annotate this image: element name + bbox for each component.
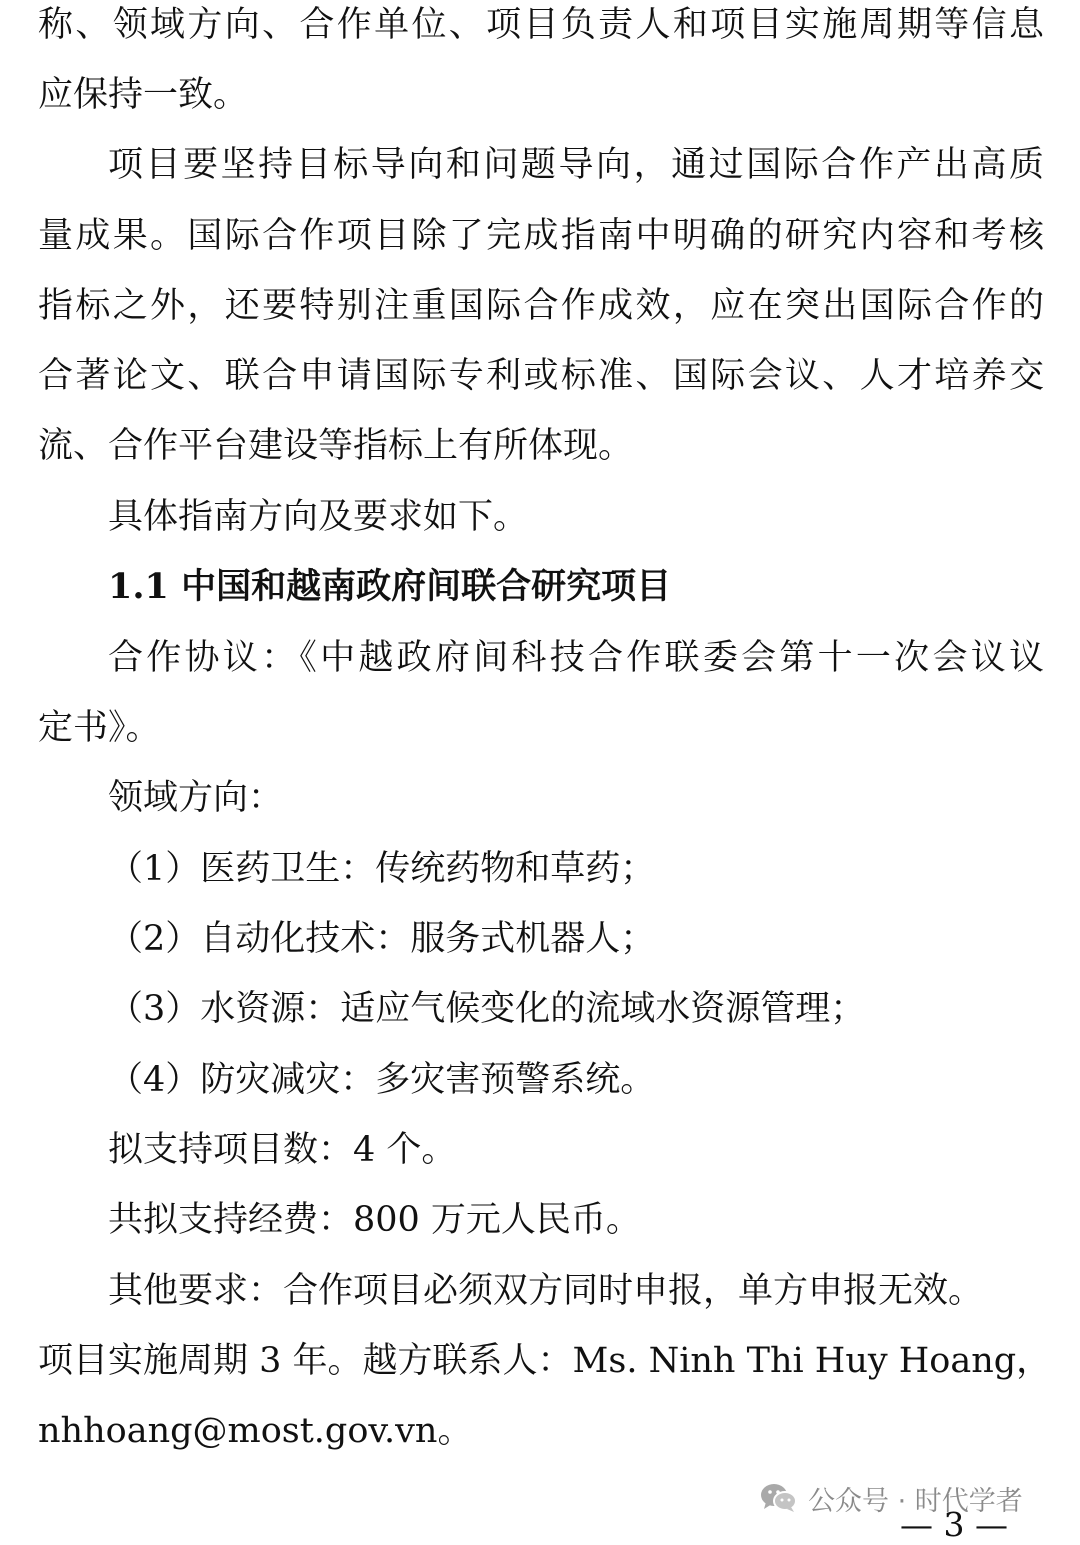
body-text-line: 具体指南方向及要求如下。 bbox=[108, 497, 529, 537]
list-item: （2）自动化技术：服务式机器人； bbox=[108, 919, 656, 959]
list-item: （3）水资源：适应气候变化的流域水资源管理； bbox=[108, 989, 866, 1029]
body-text-line: 项目要坚持目标导向和问题导向，通过国际合作产出高质 bbox=[108, 145, 1044, 185]
section-heading: 1.1 中国和越南政府间联合研究项目 bbox=[108, 566, 672, 607]
body-text-line: 其他要求：合作项目必须双方同时申报，单方申报无效。 bbox=[108, 1271, 984, 1311]
watermark-text: 公众号 · 时代学者 bbox=[808, 1485, 1023, 1517]
list-item: （1）医药卫生：传统药物和草药； bbox=[108, 849, 656, 889]
body-text-line: nhhoang@most.gov.vn。 bbox=[38, 1411, 473, 1451]
body-text-line: 指标之外，还要特别注重国际合作成效，应在突出国际合作的 bbox=[38, 286, 1044, 326]
list-item: （4）防灾减灾：多灾害预警系统。 bbox=[108, 1060, 656, 1100]
body-text-line: 流、合作平台建设等指标上有所体现。 bbox=[38, 426, 634, 466]
body-text-line: 定书》。 bbox=[38, 708, 161, 748]
body-text-line: 领域方向： bbox=[108, 778, 284, 818]
body-text-line: 项目实施周期 3 年。越方联系人：Ms. Ninh Thi Huy Hoang， bbox=[38, 1341, 1052, 1381]
body-text-line: 合著论文、联合申请国际专利或标准、国际会议、人才培养交 bbox=[38, 356, 1044, 396]
body-text-line: 量成果。国际合作项目除了完成指南中明确的研究内容和考核 bbox=[38, 216, 1044, 256]
wechat-icon bbox=[760, 1482, 798, 1514]
body-text-line: 称、领域方向、合作单位、项目负责人和项目实施周期等信息 bbox=[38, 5, 1044, 45]
body-text-line: 拟支持项目数：4 个。 bbox=[108, 1130, 457, 1170]
body-text-line: 共拟支持经费：800 万元人民币。 bbox=[108, 1200, 641, 1240]
body-text-line: 应保持一致。 bbox=[38, 75, 249, 115]
page-number: — 3 — bbox=[900, 1505, 1008, 1544]
body-text-line: 合作协议：《中越政府间科技合作联委会第十一次会议议 bbox=[108, 638, 1044, 678]
